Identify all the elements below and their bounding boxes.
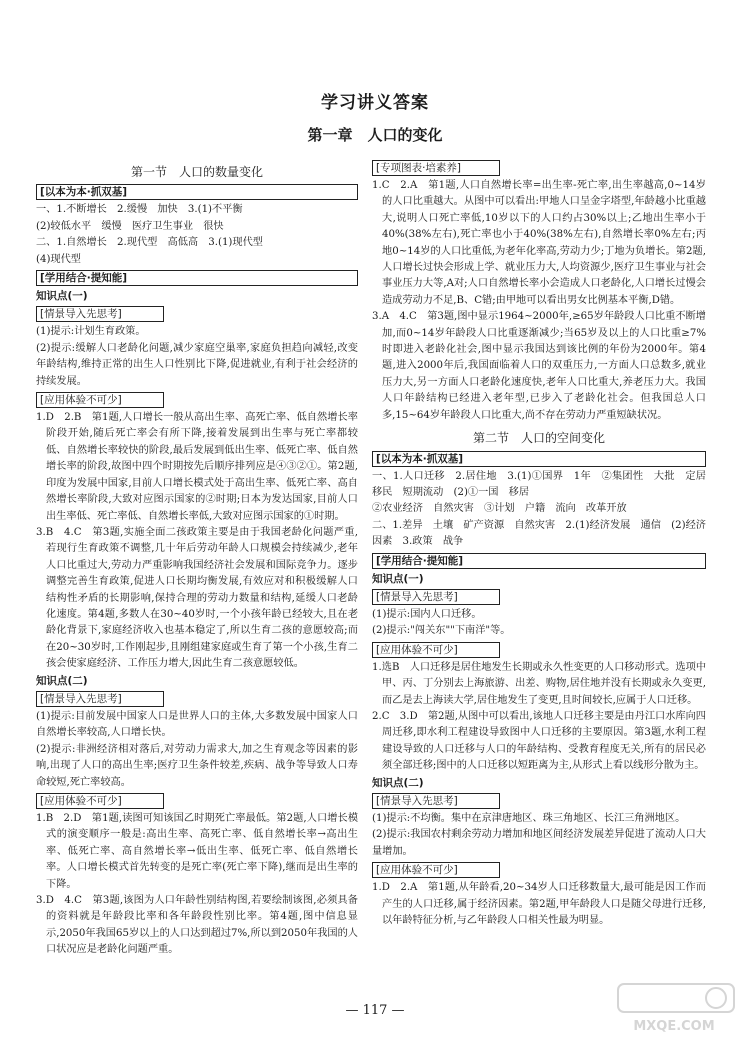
answer-paragraph: 1.D 2.B 第1题,人口增长一般从高出生率、高死亡率、低自然增长率阶段开始,随后死亡率会有所下降,接着发展到出生率与死亡率都较低、自然增长率较快的阶段,最后发展到低出生率、低死亡率、低自然增长率的阶段,故图中四个时期按先后顺序排列应是④③②①。第2题,印度为发展中国家,目前人口增长模式处于高出生率、低死亡率、高自然增长率阶段,大致对应图示国家的②时期;日本为发达国家,目前人口出生率低、死亡率低、自然增长率低,大致对应图示国家的①时期。 xyxy=(36,412,358,522)
watermark-logo-icon xyxy=(616,980,736,1036)
watermark-text: MXQE.COM xyxy=(633,1019,715,1034)
answer-line: 一、1.不断增长 2.缓慢 加快 3.(1)不平衡 xyxy=(36,204,243,216)
page-number: — 117 — xyxy=(345,1003,405,1018)
knowledge-point-label: 知识点(一) xyxy=(36,290,88,303)
knowledge-point-label: 知识点(二) xyxy=(372,776,424,789)
answer-paragraph: 1.B 2.D 第1题,读图可知该国乙时期死亡率最低。第2题,人口增长模式的演变顺序一般是:高出生率、高死亡率、低自然增长率→高出生率、低死亡率、高自然增长率→低出生率、低死亡率、低自然增长率。人口增长模式首先转变的是死亡率(死亡率下降),继而是出生率的下降。 xyxy=(36,813,358,890)
heading-box: [学用结合·提知能] xyxy=(36,270,358,286)
knowledge-point-label: 知识点(二) xyxy=(36,674,88,687)
answer-paragraph: 1.D 2.A 第1题,从年龄看,20~34岁人口迁移数量大,最可能是因工作而产生的人口迁移,属于经济因素。第2题,甲年龄段人口是随父母进行迁移,以年龄特征分析,与乙年龄段人口相关性最为明显。 xyxy=(372,882,706,927)
answer-line: 二、1.自然增长 2.现代型 高低高 3.(1)现代型 xyxy=(36,237,263,249)
heading-box: [以本为本·抓双基] xyxy=(36,184,358,200)
chapter-title: 第一章 人口的变化 xyxy=(307,126,443,144)
heading-box: [以本为本·抓双基] xyxy=(372,451,706,467)
answer-paragraph: 1.C 2.A 第1题,人口自然增长率=出生率-死亡率,出生率越高,0~14岁的人口比重越大。从图中可以看出:甲地人口呈金字塔型,年龄越小比重越大,说明人口死亡率低,10岁以下的人口约占30%以上;乙地出生率小于40%(38%左右),死亡率也小于40%(38%左右),自然增长率0%左右;丙地0~14岁的人口比重低,为老年化率高,劳动力少;丁地为负增长。第2题,人口增长过快会形成上学、就业压力大,人均资源少,医疗卫生事业与社会事业压力大等,A对;人口自然增长率小会造成人口老龄化,人口增长过慢会造成劳动力不足,B、C错;由甲地可以看出男女比例基本平衡,D错。 xyxy=(372,180,706,306)
answer-paragraph: (2)提示:"闯关东""下南洋"等。 xyxy=(372,625,511,637)
heading-box: [学用结合·提知能] xyxy=(372,553,706,569)
answer-paragraph: 3.D 4.C 第3题,该图为人口年龄性别结构图,若要绘制该图,必须具备的资料就是年龄段比率和各年龄段性别比率。第4题,图中信息显示,2050年我国65岁以上的人口达到超过7%,所以到2050年我国的人口状况应是老龄化问题严重。 xyxy=(36,895,358,956)
subheading-box: [应用体验不可少] xyxy=(36,793,164,809)
subheading-box: [情景导入先思考] xyxy=(36,691,164,707)
answer-paragraph: (1)提示:国内人口迁移。 xyxy=(372,608,482,620)
right-column xyxy=(372,158,706,929)
answer-paragraph: 1.选B 人口迁移是居住地发生长期或永久性变更的人口移动形式。选项中甲、丙、丁分别去上海旅游、出差、购物,居住地并没有长期或永久变更,而乙是去上海读大学,居住地发生了变更,且时间较长,应属于人口迁移。 xyxy=(372,661,706,706)
subheading-box: [应用体验不可少] xyxy=(36,392,164,408)
subheading-box: [情景导入先思考] xyxy=(372,793,500,809)
answer-paragraph: (1)提示:目前发展中国家人口是世界人口的主体,大多数发展中国家人口自然增长率较高,人口增长快。 xyxy=(36,710,358,739)
answer-paragraph: (1)提示:不均衡。集中在京津唐地区、珠三角地区、长江三角洲地区。 xyxy=(372,813,686,824)
subheading-box: [情景导入先思考] xyxy=(372,589,500,605)
answer-paragraph: (2)提示:非洲经济相对落后,对劳动力需求大,加之生育观念等因素的影响,出现了人口的高出生率;医疗卫生条件较差,疾病、战争等导致人口寿命较短,死亡率较高。 xyxy=(36,743,358,788)
answer-paragraph: 3.A 4.C 第3题,图中显示1964~2000年,≥65岁年龄段人口比重不断增加,而0~14岁年龄段人口比重逐渐减少;当65岁及以上的人口比重≥7%时即进入老龄化社会,图中显示我国达到该比例的年份为2000年。第4题,进入2000年后,我国面临着人口的双重压力,一方面人口总数多,就业压力大,另一方面人口老龄化速度快,老年人口比重大,养老压力大。我国人口年龄结构已经进入老年型,已步入了老龄化社会。但我国总人口多,15~64岁年龄段人口比重大,尚不存在劳动力严重短缺状况。 xyxy=(372,311,706,421)
left-column xyxy=(36,158,358,959)
section-title: 第一节 人口的数量变化 xyxy=(130,165,263,179)
answer-paragraph: (2)提示:我国农村剩余劳动力增加和地区间经济发展差异促进了流动人口大量增加。 xyxy=(372,829,706,857)
answer-paragraph: (1)提示:计划生育政策。 xyxy=(36,326,146,338)
answer-paragraph: (2)提示:缓解人口老龄化问题,减少家庭空巢率,家庭负担趋向减轻,改变年龄结构,维持正常的出生人口性别比下降,促进就业,有利于社会经济的持续发展。 xyxy=(36,342,358,387)
section-title: 第二节 人口的空间变化 xyxy=(472,431,605,446)
subheading-box: [情景导入先思考] xyxy=(36,306,164,322)
answer-line: 一、1.人口迁移 2.居住地 3.(1)①国界 1年 ②集团性 大批 定居移民 短期流动 (2)①一国 移居 xyxy=(372,470,706,498)
answer-paragraph: 2.C 3.D 第2题,从图中可以看出,该地人口迁移主要是由丹江口水库向四周迁移,即水利工程建设导致图中人口迁移的主要原因。第3题,水利工程建设导致的人口迁移与人口的年龄结构、受教育程度无关,所有的居民必须全部迁移;图中的人口迁移以短距离为主,从形式上看以线形分散为主。 xyxy=(372,710,706,772)
page-title: 学习讲义答案 xyxy=(321,93,429,113)
answer-paragraph: 3.B 4.C 第3题,实施全面二孩政策主要是由于我国老龄化问题严重,若现行生育政策不调整,几十年后劳动年龄人口规模会持续减少,老年人口比重过大,劳动力严重影响我国经济社会发展和国际竞争力。逐步调整完善生育政策,促进人口长期均衡发展,有效应对和积极缓解人口结构性矛盾的长期影响,保持合理的劳动力数量和结构,延缓人口老龄化速度。第4题,多数人在30~40岁时,一个小孩年龄已经较大,且在老龄化背景下,家庭经济收入也基本稳定了,所以生育二孩的意愿较高;而在20~30岁时,工作刚起步,且刚组建家庭或生育了第一个小孩,生育二孩会使家庭经济、工作压力增大,因此生育二孩意愿较低。 xyxy=(36,526,358,670)
answer-line: 二、1.差异 土壤 矿产资源 自然灾害 2.(1)经济发展 通信 (2)经济因素 3.政策 战争 xyxy=(372,519,706,548)
knowledge-point-label: 知识点(一) xyxy=(372,572,424,585)
subheading-box: [应用体验不可少] xyxy=(372,642,500,658)
subheading-box: [应用体验不可少] xyxy=(372,862,500,878)
answer-line: (4)现代型 xyxy=(36,253,81,265)
subheading-box: [专项图表·培素养] xyxy=(372,160,500,176)
answer-line: (2)较低水平 缓慢 医疗卫生事业 很快 xyxy=(36,220,224,232)
answer-line: ②农业经济 自然灾害 ③计划 户籍 流向 改革开放 xyxy=(372,503,627,515)
